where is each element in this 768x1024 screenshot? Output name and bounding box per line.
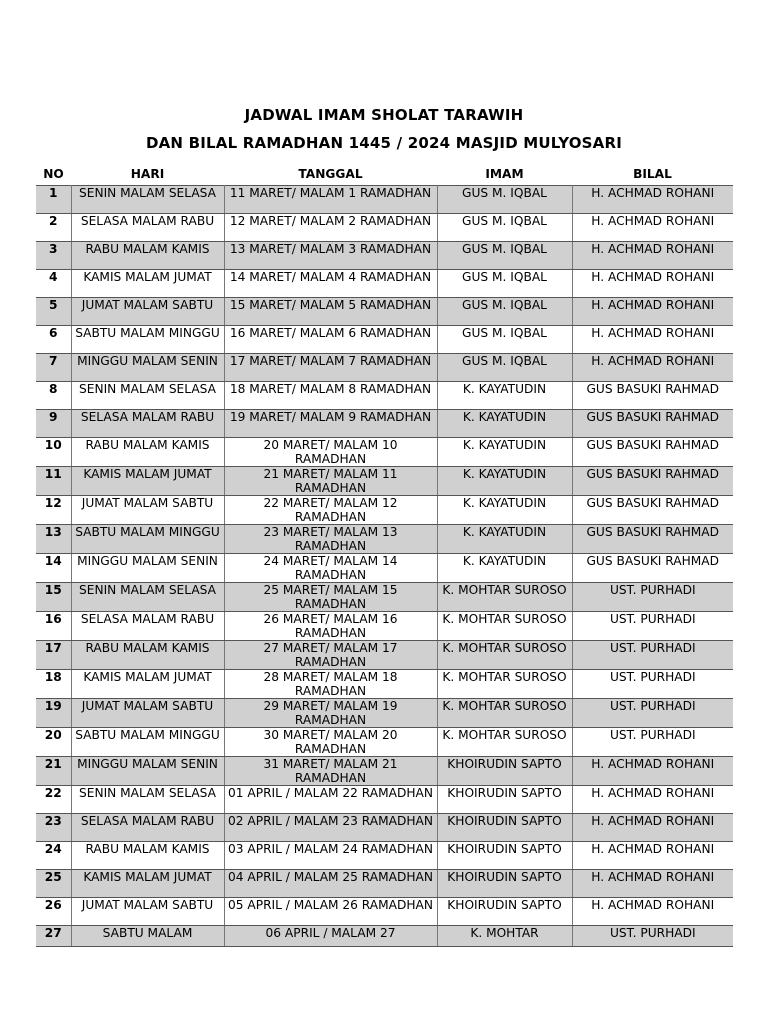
cell-bilal: UST. PURHADI: [572, 612, 733, 641]
cell-hari: SENIN MALAM SELASA: [71, 583, 224, 612]
cell-imam: K. KAYATUDIN: [437, 554, 572, 583]
cell-bilal: UST. PURHADI: [572, 926, 733, 947]
table-row: [36, 186, 733, 214]
table-row: [36, 326, 733, 354]
cell-imam: KHOIRUDIN SAPTO: [437, 898, 572, 926]
cell-hari: SABTU MALAM MINGGU: [71, 326, 224, 354]
cell-no: 25: [36, 870, 71, 898]
cell-tanggal: 23 MARET/ MALAM 13 RAMADHAN: [224, 525, 437, 554]
cell-tanggal: 16 MARET/ MALAM 6 RAMADHAN: [224, 326, 437, 354]
cell-tanggal: 18 MARET/ MALAM 8 RAMADHAN: [224, 382, 437, 410]
cell-hari: SABTU MALAM: [71, 926, 224, 947]
cell-tanggal: 19 MARET/ MALAM 9 RAMADHAN: [224, 410, 437, 438]
cell-hari: SENIN MALAM SELASA: [71, 186, 224, 214]
cell-hari: SENIN MALAM SELASA: [71, 382, 224, 410]
cell-no: 2: [36, 214, 71, 242]
cell-hari: SENIN MALAM SELASA: [71, 786, 224, 814]
table-row: [36, 242, 733, 270]
cell-no: 19: [36, 699, 71, 728]
table-row: [36, 612, 733, 641]
cell-imam: K. KAYATUDIN: [437, 382, 572, 410]
cell-no: 15: [36, 583, 71, 612]
cell-bilal: H. ACHMAD ROHANI: [572, 870, 733, 898]
cell-hari: RABU MALAM KAMIS: [71, 842, 224, 870]
cell-imam: GUS M. IQBAL: [437, 214, 572, 242]
table-row: [36, 926, 733, 947]
table-row: [36, 525, 733, 554]
cell-imam: K. MOHTAR SUROSO: [437, 670, 572, 699]
cell-imam: KHOIRUDIN SAPTO: [437, 757, 572, 786]
cell-bilal: GUS BASUKI RAHMAD: [572, 410, 733, 438]
cell-bilal: H. ACHMAD ROHANI: [572, 757, 733, 786]
cell-tanggal: 20 MARET/ MALAM 10 RAMADHAN: [224, 438, 437, 467]
table-row: [36, 270, 733, 298]
cell-tanggal: 25 MARET/ MALAM 15 RAMADHAN: [224, 583, 437, 612]
cell-bilal: GUS BASUKI RAHMAD: [572, 525, 733, 554]
cell-hari: RABU MALAM KAMIS: [71, 641, 224, 670]
cell-imam: K. MOHTAR SUROSO: [437, 641, 572, 670]
cell-no: 7: [36, 354, 71, 382]
cell-bilal: H. ACHMAD ROHANI: [572, 786, 733, 814]
cell-tanggal: 12 MARET/ MALAM 2 RAMADHAN: [224, 214, 437, 242]
cell-no: 11: [36, 467, 71, 496]
cell-hari: KAMIS MALAM JUMAT: [71, 270, 224, 298]
table-body: [36, 186, 733, 947]
cell-bilal: GUS BASUKI RAHMAD: [572, 554, 733, 583]
table-row: [36, 814, 733, 842]
cell-bilal: UST. PURHADI: [572, 641, 733, 670]
cell-tanggal: 11 MARET/ MALAM 1 RAMADHAN: [224, 186, 437, 214]
cell-no: 4: [36, 270, 71, 298]
cell-imam: K. KAYATUDIN: [437, 438, 572, 467]
cell-hari: KAMIS MALAM JUMAT: [71, 467, 224, 496]
cell-no: 18: [36, 670, 71, 699]
table-row: [36, 410, 733, 438]
header-tanggal: TANGGAL: [298, 167, 363, 181]
cell-imam: KHOIRUDIN SAPTO: [437, 786, 572, 814]
cell-imam: GUS M. IQBAL: [437, 186, 572, 214]
cell-hari: RABU MALAM KAMIS: [71, 438, 224, 467]
cell-no: 14: [36, 554, 71, 583]
cell-hari: SELASA MALAM RABU: [71, 814, 224, 842]
document-subtitle: DAN BILAL RAMADHAN 1445 / 2024 MASJID MULYOSARI: [145, 134, 623, 152]
cell-tanggal: 13 MARET/ MALAM 3 RAMADHAN: [224, 242, 437, 270]
cell-no: 27: [36, 926, 71, 947]
table-row: [36, 554, 733, 583]
cell-hari: SABTU MALAM MINGGU: [71, 525, 224, 554]
cell-tanggal: 24 MARET/ MALAM 14 RAMADHAN: [224, 554, 437, 583]
cell-bilal: UST. PURHADI: [572, 699, 733, 728]
cell-bilal: H. ACHMAD ROHANI: [572, 842, 733, 870]
cell-tanggal: 04 APRIL / MALAM 25 RAMADHAN: [224, 870, 437, 898]
cell-bilal: GUS BASUKI RAHMAD: [572, 382, 733, 410]
table-row: [36, 496, 733, 525]
cell-imam: GUS M. IQBAL: [437, 354, 572, 382]
cell-bilal: H. ACHMAD ROHANI: [572, 354, 733, 382]
cell-bilal: H. ACHMAD ROHANI: [572, 214, 733, 242]
cell-bilal: H. ACHMAD ROHANI: [572, 326, 733, 354]
cell-tanggal: 15 MARET/ MALAM 5 RAMADHAN: [224, 298, 437, 326]
cell-no: 10: [36, 438, 71, 467]
cell-tanggal: 28 MARET/ MALAM 18 RAMADHAN: [224, 670, 437, 699]
cell-no: 26: [36, 898, 71, 926]
schedule-table: [36, 163, 733, 947]
cell-bilal: GUS BASUKI RAHMAD: [572, 438, 733, 467]
cell-no: 1: [36, 186, 71, 214]
cell-imam: KHOIRUDIN SAPTO: [437, 870, 572, 898]
cell-bilal: H. ACHMAD ROHANI: [572, 270, 733, 298]
cell-tanggal: 27 MARET/ MALAM 17 RAMADHAN: [224, 641, 437, 670]
table-row: [36, 870, 733, 898]
cell-imam: KHOIRUDIN SAPTO: [437, 814, 572, 842]
cell-no: 12: [36, 496, 71, 525]
table-row: [36, 641, 733, 670]
cell-hari: JUMAT MALAM SABTU: [71, 699, 224, 728]
table-row: [36, 728, 733, 757]
cell-hari: KAMIS MALAM JUMAT: [71, 870, 224, 898]
cell-tanggal: 30 MARET/ MALAM 20 RAMADHAN: [224, 728, 437, 757]
cell-imam: K. KAYATUDIN: [437, 525, 572, 554]
table-row: [36, 467, 733, 496]
cell-hari: SELASA MALAM RABU: [71, 410, 224, 438]
cell-no: 9: [36, 410, 71, 438]
cell-bilal: GUS BASUKI RAHMAD: [572, 496, 733, 525]
table-row: [36, 786, 733, 814]
cell-hari: SELASA MALAM RABU: [71, 214, 224, 242]
cell-tanggal: 31 MARET/ MALAM 21 RAMADHAN: [224, 757, 437, 786]
cell-bilal: H. ACHMAD ROHANI: [572, 814, 733, 842]
cell-imam: K. KAYATUDIN: [437, 496, 572, 525]
cell-no: 6: [36, 326, 71, 354]
cell-imam: GUS M. IQBAL: [437, 326, 572, 354]
cell-bilal: UST. PURHADI: [572, 728, 733, 757]
cell-bilal: GUS BASUKI RAHMAD: [572, 467, 733, 496]
cell-imam: GUS M. IQBAL: [437, 298, 572, 326]
table-row: [36, 354, 733, 382]
table-row: [36, 670, 733, 699]
cell-hari: KAMIS MALAM JUMAT: [71, 670, 224, 699]
cell-no: 21: [36, 757, 71, 786]
header-imam: IMAM: [485, 167, 524, 181]
table-row: [36, 757, 733, 786]
cell-hari: JUMAT MALAM SABTU: [71, 898, 224, 926]
table-row: [36, 583, 733, 612]
cell-hari: RABU MALAM KAMIS: [71, 242, 224, 270]
cell-tanggal: 29 MARET/ MALAM 19 RAMADHAN: [224, 699, 437, 728]
cell-imam: K. KAYATUDIN: [437, 467, 572, 496]
cell-tanggal: 03 APRIL / MALAM 24 RAMADHAN: [224, 842, 437, 870]
cell-imam: K. MOHTAR SUROSO: [437, 612, 572, 641]
header-bilal: BILAL: [633, 167, 672, 181]
cell-bilal: H. ACHMAD ROHANI: [572, 298, 733, 326]
cell-tanggal: 06 APRIL / MALAM 27: [224, 926, 437, 947]
cell-tanggal: 14 MARET/ MALAM 4 RAMADHAN: [224, 270, 437, 298]
cell-imam: GUS M. IQBAL: [437, 242, 572, 270]
header-hari: HARI: [130, 167, 165, 181]
cell-hari: SELASA MALAM RABU: [71, 612, 224, 641]
cell-no: 20: [36, 728, 71, 757]
table-row: [36, 382, 733, 410]
cell-bilal: H. ACHMAD ROHANI: [572, 898, 733, 926]
cell-imam: KHOIRUDIN SAPTO: [437, 842, 572, 870]
cell-tanggal: 26 MARET/ MALAM 16 RAMADHAN: [224, 612, 437, 641]
cell-no: 22: [36, 786, 71, 814]
table-header: [36, 163, 733, 186]
document-title: JADWAL IMAM SHOLAT TARAWIH: [244, 106, 524, 124]
cell-imam: K. MOHTAR SUROSO: [437, 699, 572, 728]
cell-tanggal: 01 APRIL / MALAM 22 RAMADHAN: [224, 786, 437, 814]
cell-no: 13: [36, 525, 71, 554]
cell-imam: K. MOHTAR: [437, 926, 572, 947]
cell-bilal: UST. PURHADI: [572, 583, 733, 612]
cell-hari: JUMAT MALAM SABTU: [71, 298, 224, 326]
cell-tanggal: 17 MARET/ MALAM 7 RAMADHAN: [224, 354, 437, 382]
cell-no: 8: [36, 382, 71, 410]
cell-hari: SABTU MALAM MINGGU: [71, 728, 224, 757]
cell-tanggal: 21 MARET/ MALAM 11 RAMADHAN: [224, 467, 437, 496]
cell-imam: K. MOHTAR SUROSO: [437, 728, 572, 757]
header-no: NO: [43, 167, 64, 181]
cell-no: 24: [36, 842, 71, 870]
cell-hari: MINGGU MALAM SENIN: [71, 554, 224, 583]
cell-bilal: H. ACHMAD ROHANI: [572, 186, 733, 214]
cell-no: 17: [36, 641, 71, 670]
cell-hari: JUMAT MALAM SABTU: [71, 496, 224, 525]
table-row: [36, 842, 733, 870]
table-row: [36, 214, 733, 242]
cell-no: 3: [36, 242, 71, 270]
cell-bilal: H. ACHMAD ROHANI: [572, 242, 733, 270]
table-row: [36, 298, 733, 326]
cell-no: 23: [36, 814, 71, 842]
table-row: [36, 699, 733, 728]
cell-imam: K. MOHTAR SUROSO: [437, 583, 572, 612]
cell-imam: GUS M. IQBAL: [437, 270, 572, 298]
cell-tanggal: 02 APRIL / MALAM 23 RAMADHAN: [224, 814, 437, 842]
cell-no: 5: [36, 298, 71, 326]
table-row: [36, 898, 733, 926]
cell-hari: MINGGU MALAM SENIN: [71, 757, 224, 786]
table-row: [36, 438, 733, 467]
cell-tanggal: 05 APRIL / MALAM 26 RAMADHAN: [224, 898, 437, 926]
cell-hari: MINGGU MALAM SENIN: [71, 354, 224, 382]
cell-bilal: UST. PURHADI: [572, 670, 733, 699]
cell-no: 16: [36, 612, 71, 641]
cell-tanggal: 22 MARET/ MALAM 12 RAMADHAN: [224, 496, 437, 525]
cell-imam: K. KAYATUDIN: [437, 410, 572, 438]
header-row: [36, 163, 733, 186]
